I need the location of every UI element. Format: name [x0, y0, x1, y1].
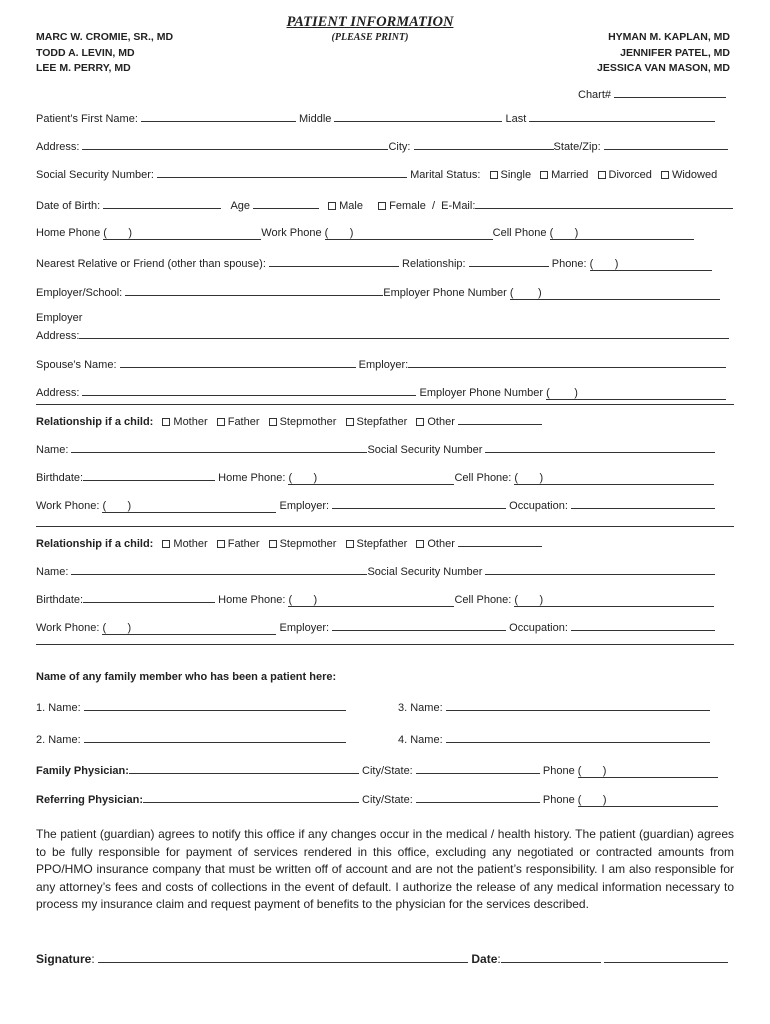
- employer-address-row: [36, 327, 729, 342]
- child-cell-phone-field[interactable]: ( ): [514, 472, 714, 485]
- first-name-field[interactable]: [141, 110, 296, 122]
- other-label: Other: [427, 416, 455, 428]
- ssn-label: Social Security Number:: [36, 169, 154, 181]
- child-cell-phone-field[interactable]: ( ): [514, 594, 714, 607]
- employer-label-row: [36, 312, 82, 324]
- married-label: Married: [551, 169, 589, 181]
- other-label: Other: [427, 538, 455, 550]
- child-name-label: Name:: [36, 566, 69, 578]
- child-ssn-label: Social Security Number: [367, 444, 483, 456]
- stepmother-label: Stepmother: [279, 416, 337, 428]
- agreement-paragraph: The patient (guardian) agrees to notify this office if any changes occur in the medical / health history. The patient (guardian) agrees to be fully responsible for payment of services rendered in this office, excluding any negotiated or contracted amounts from PPO/HMO insurance company that must be written off of account and are not the patient’s responsibility. I am also responsible for any attorney’s fees and costs of collections in the event of default. I authorize the release of any medical information necessary to process my insurance claim and request payment of benefits to the physician for the services described.: [36, 827, 734, 911]
- stepfather-label: Stepfather: [356, 538, 408, 550]
- child-ssn-field[interactable]: [485, 563, 715, 575]
- referring-physician-city-field[interactable]: [416, 791, 540, 803]
- family-name4-field[interactable]: [446, 731, 710, 743]
- date-colon: :: [497, 952, 501, 966]
- nearest-relative-label: Nearest Relative or Friend (other than spouse):: [36, 258, 266, 270]
- spouse-name-label: Spouse’s Name:: [36, 359, 117, 371]
- referring-physician-label: Referring Physician:: [36, 794, 143, 806]
- middle-name-field[interactable]: [334, 110, 502, 122]
- child-employer-field[interactable]: [332, 497, 506, 509]
- child-relationship-label: Relationship if a child:: [36, 538, 154, 550]
- child-work-phone-label: Work Phone:: [36, 500, 100, 512]
- child-relationship-label: Relationship if a child:: [36, 416, 154, 428]
- widowed-label: Widowed: [671, 169, 718, 181]
- last-label: Last: [505, 113, 527, 125]
- section-divider: [36, 404, 734, 405]
- family-name3-field[interactable]: [446, 699, 710, 711]
- doctors-left: [36, 30, 173, 77]
- spouse-address-label: Address:: [36, 387, 80, 399]
- referring-physician-field[interactable]: [143, 791, 359, 803]
- child-home-phone-label: Home Phone:: [218, 594, 286, 606]
- father-checkbox[interactable]: [217, 540, 225, 548]
- family-physician-phone-field[interactable]: ( ): [578, 765, 718, 778]
- address-field[interactable]: [82, 138, 388, 150]
- state-zip-label: State/Zip:: [553, 141, 601, 153]
- stepfather-checkbox[interactable]: [346, 540, 354, 548]
- employer-phone-field[interactable]: ( ): [510, 287, 720, 300]
- phone-label: Phone:: [551, 258, 587, 270]
- dob-label: Date of Birth:: [36, 200, 101, 212]
- relationship-field[interactable]: [469, 255, 549, 267]
- family-name-row-3: [398, 699, 710, 714]
- age-field[interactable]: [253, 197, 319, 209]
- cell-phone-label: Cell Phone: [492, 227, 547, 239]
- stepmother-checkbox[interactable]: [269, 540, 277, 548]
- stepmother-checkbox[interactable]: [269, 418, 277, 426]
- father-label: Father: [227, 538, 260, 550]
- child-occupation-field[interactable]: [571, 619, 715, 631]
- divorced-checkbox[interactable]: [598, 171, 606, 179]
- city-state-label: City/State:: [362, 794, 413, 806]
- referring-physician-phone-field[interactable]: ( ): [578, 794, 718, 807]
- nearest-relative-row: [36, 255, 712, 271]
- relationship-label: Relationship:: [402, 258, 466, 270]
- male-label: Male: [339, 200, 363, 212]
- spouse-row: [36, 356, 726, 371]
- family-physician-row: [36, 762, 718, 778]
- father-label: Father: [227, 416, 260, 428]
- chart-row: [578, 86, 726, 101]
- doctor-name: JENNIFER PATEL, MD: [620, 46, 730, 59]
- relative-phone-field[interactable]: ( ): [590, 258, 712, 271]
- employer-school-row: [36, 284, 720, 300]
- employer-label: Employer: [36, 312, 83, 324]
- child-name-field[interactable]: [71, 441, 367, 453]
- spouse-address-field[interactable]: [82, 384, 416, 396]
- spouse-name-field[interactable]: [120, 356, 356, 368]
- slash: /: [431, 200, 436, 212]
- phones-row: [36, 227, 694, 240]
- other-checkbox[interactable]: [416, 418, 424, 426]
- ssn-marital-row: [36, 166, 717, 181]
- family-heading: Name of any family member who has been a patient here:: [36, 671, 337, 683]
- child-cell-phone-label: Cell Phone:: [454, 594, 512, 606]
- city-label: City:: [388, 141, 411, 153]
- section-divider: [36, 644, 734, 645]
- divorced-label: Divorced: [608, 169, 652, 181]
- employer-phone-label: Employer Phone Number: [383, 287, 507, 299]
- child-birthdate-label: Birthdate:: [36, 472, 84, 484]
- child-home-phone-field[interactable]: ( ): [288, 594, 454, 607]
- child-name-label: Name:: [36, 444, 69, 456]
- referring-physician-row: [36, 791, 718, 807]
- doctor-name: LEE M. PERRY, MD: [36, 62, 131, 74]
- first-name-label: Patient’s First Name:: [36, 113, 138, 125]
- child-ssn-field[interactable]: [485, 441, 715, 453]
- child-birthdate-field[interactable]: [83, 591, 215, 603]
- doctor-name: TODD A. LEVIN, MD: [36, 46, 135, 59]
- signature-label: Signature: [36, 952, 92, 966]
- family-name1-field[interactable]: [84, 699, 346, 711]
- family-name2-field[interactable]: [84, 731, 346, 743]
- other-checkbox[interactable]: [416, 540, 424, 548]
- child-cell-phone-label: Cell Phone:: [454, 472, 512, 484]
- address-label: Address:: [36, 141, 80, 153]
- family-name-row-2: [36, 731, 346, 746]
- doctor-name: JESSICA VAN MASON, MD: [596, 62, 730, 74]
- spouse-employer-label: Employer:: [358, 359, 409, 371]
- child-employer-label: Employer:: [279, 622, 330, 634]
- child-birthdate-label: Birthdate:: [36, 594, 84, 606]
- child-employer-field[interactable]: [332, 619, 506, 631]
- work-phone-field[interactable]: ( ): [325, 227, 493, 240]
- female-checkbox[interactable]: [378, 202, 386, 210]
- child1-birthdate-row: [36, 469, 714, 485]
- family-name1-label: 1. Name:: [36, 702, 81, 714]
- title-block: [270, 14, 470, 43]
- state-zip-field[interactable]: [604, 138, 728, 150]
- mother-label: Mother: [173, 538, 208, 550]
- marital-label: Marital Status:: [410, 169, 481, 181]
- employer-address-field[interactable]: [79, 327, 729, 339]
- child-name-field[interactable]: [71, 563, 367, 575]
- family-name2-label: 2. Name:: [36, 734, 81, 746]
- family-name-row-4: [398, 731, 710, 746]
- doctor-name: HYMAN M. KAPLAN, MD: [608, 31, 730, 43]
- child-work-phone-field[interactable]: ( ): [102, 622, 276, 635]
- child-work-phone-field[interactable]: ( ): [102, 500, 276, 513]
- child1-work-row: [36, 497, 715, 513]
- signature-field[interactable]: [98, 950, 468, 963]
- date-field-extra[interactable]: [604, 950, 728, 963]
- child-occupation-label: Occupation:: [509, 622, 568, 634]
- child2-birthdate-row: [36, 591, 714, 607]
- spouse-employer-phone-label: Employer Phone Number: [419, 387, 544, 399]
- phone-label: Phone: [542, 765, 575, 777]
- stepfather-checkbox[interactable]: [346, 418, 354, 426]
- family-name4-label: 4. Name:: [398, 734, 443, 746]
- phone-label: Phone: [542, 794, 575, 806]
- family-physician-label: Family Physician:: [36, 765, 129, 777]
- spouse-address-row: [36, 384, 726, 400]
- child1-relationship-row: [36, 413, 542, 428]
- middle-label: Middle: [299, 113, 332, 125]
- family-physician-field[interactable]: [129, 762, 359, 774]
- family-name3-label: 3. Name:: [398, 702, 443, 714]
- spouse-employer-field[interactable]: [408, 356, 726, 368]
- signature-colon: :: [91, 952, 95, 966]
- male-checkbox[interactable]: [328, 202, 336, 210]
- family-physician-city-field[interactable]: [416, 762, 540, 774]
- single-label: Single: [500, 169, 532, 181]
- employer-address-label: Address:: [36, 330, 80, 342]
- cell-phone-field[interactable]: ( ): [550, 227, 694, 240]
- home-phone-field[interactable]: ( ): [103, 227, 261, 240]
- ssn-field[interactable]: [157, 166, 407, 178]
- employer-school-field[interactable]: [125, 284, 383, 296]
- other-field[interactable]: [458, 413, 542, 425]
- dob-row: [36, 197, 733, 212]
- doctors-right: [597, 30, 730, 77]
- chart-field[interactable]: [614, 86, 726, 98]
- form-title: PATIENT INFORMATION: [286, 14, 454, 30]
- home-phone-label: Home Phone: [36, 227, 101, 239]
- last-name-field[interactable]: [529, 110, 715, 122]
- mother-label: Mother: [173, 416, 208, 428]
- child-employer-label: Employer:: [279, 500, 330, 512]
- family-name-row-1: [36, 699, 346, 714]
- child-home-phone-field[interactable]: ( ): [288, 472, 454, 485]
- father-checkbox[interactable]: [217, 418, 225, 426]
- other-field[interactable]: [458, 535, 542, 547]
- child-occupation-field[interactable]: [571, 497, 715, 509]
- spouse-employer-phone-field[interactable]: ( ): [546, 387, 726, 400]
- work-phone-label: Work Phone: [261, 227, 322, 239]
- child1-name-row: [36, 441, 715, 456]
- child-work-phone-label: Work Phone:: [36, 622, 100, 634]
- address-row: [36, 138, 728, 153]
- dob-field[interactable]: [103, 197, 221, 209]
- widowed-checkbox[interactable]: [661, 171, 669, 179]
- employer-school-label: Employer/School:: [36, 287, 123, 299]
- mother-checkbox[interactable]: [162, 540, 170, 548]
- child-birthdate-field[interactable]: [83, 469, 215, 481]
- child2-work-row: [36, 619, 715, 635]
- child-home-phone-label: Home Phone:: [218, 472, 286, 484]
- stepmother-label: Stepmother: [279, 538, 337, 550]
- doctor-name: MARC W. CROMIE, SR., MD: [36, 31, 174, 43]
- stepfather-label: Stepfather: [356, 416, 408, 428]
- city-field[interactable]: [414, 138, 554, 150]
- child-occupation-label: Occupation:: [509, 500, 568, 512]
- chart-label: Chart#: [578, 89, 612, 101]
- mother-checkbox[interactable]: [162, 418, 170, 426]
- date-field[interactable]: [501, 950, 601, 963]
- single-checkbox[interactable]: [490, 171, 498, 179]
- female-label: Female: [389, 200, 426, 212]
- name-row: [36, 110, 715, 125]
- section-divider: [36, 526, 734, 527]
- form-subtitle: (PLEASE PRINT): [331, 32, 409, 43]
- child2-name-row: [36, 563, 715, 578]
- married-checkbox[interactable]: [540, 171, 548, 179]
- date-label: Date: [471, 952, 498, 966]
- age-label: Age: [230, 200, 251, 212]
- city-state-label: City/State:: [362, 765, 413, 777]
- signature-row: [36, 950, 728, 966]
- nearest-relative-field[interactable]: [269, 255, 399, 267]
- email-field[interactable]: [475, 197, 733, 209]
- child-ssn-label: Social Security Number: [367, 566, 483, 578]
- email-label: E-Mail:: [441, 200, 476, 212]
- child2-relationship-row: [36, 535, 542, 550]
